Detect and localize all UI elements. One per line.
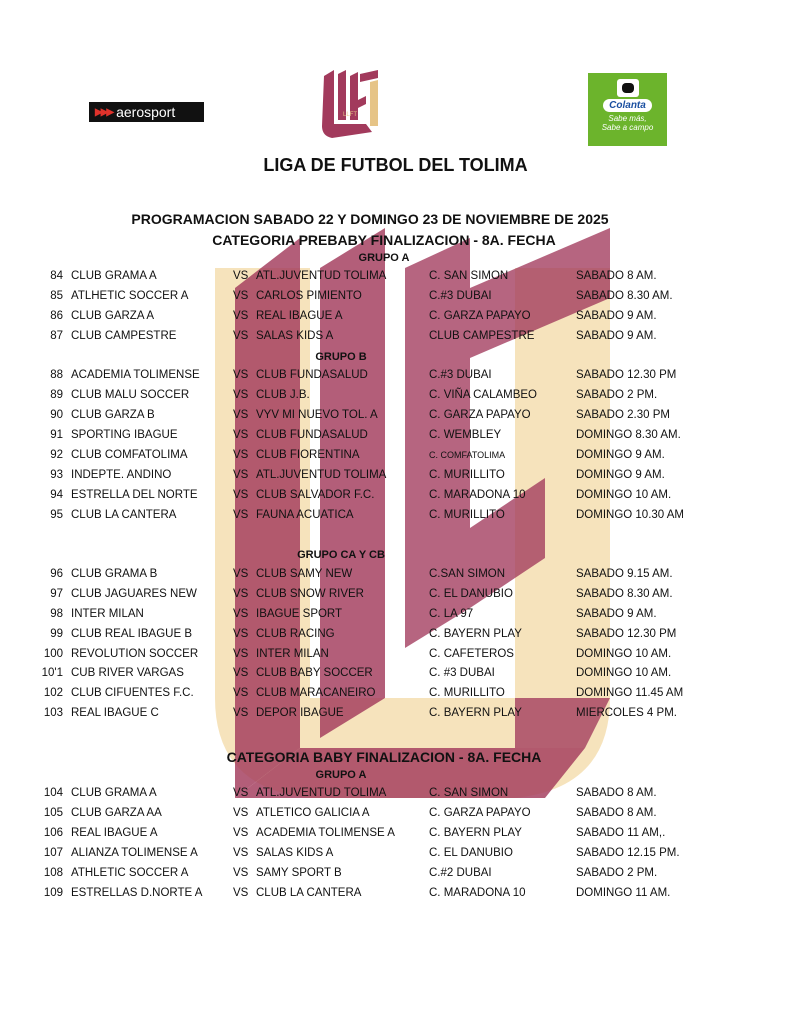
venue: C. GARZA PAPAYO: [429, 807, 531, 819]
match-row: [0, 648, 791, 666]
match-number: 93: [50, 469, 63, 481]
home-team: INDEPTE. ANDINO: [71, 469, 172, 481]
match-time: SABADO 11 AM,.: [576, 827, 666, 839]
match-row: [0, 270, 791, 288]
match-row: [0, 389, 791, 407]
venue: C. MURILLITO: [429, 469, 505, 481]
match-number: 87: [50, 330, 63, 342]
match-time: DOMINGO 10 AM.: [576, 667, 672, 679]
match-time: DOMINGO 10 AM.: [576, 648, 672, 660]
venue: C. COMFATOLIMA: [429, 450, 506, 460]
vs-label: VS: [233, 887, 249, 899]
home-team: CLUB COMFATOLIMA: [71, 449, 188, 461]
away-team: SAMY SPORT B: [256, 867, 342, 879]
away-team: CLUB SAMY NEW: [256, 568, 353, 580]
home-team: CLUB GARZA B: [71, 409, 155, 421]
match-number: 95: [50, 509, 63, 521]
vs-label: VS: [233, 667, 249, 679]
away-team: CLUB FUNDASALUD: [256, 369, 368, 381]
home-team: ESTRELLAS D.NORTE A: [71, 887, 203, 899]
home-team: CLUB REAL IBAGUE B: [71, 628, 193, 640]
colanta-logo: [588, 73, 667, 146]
venue: C. WEMBLEY: [429, 429, 502, 441]
group-heading: GRUPO A: [315, 769, 367, 781]
away-team: DEPOR IBAGUE: [256, 707, 344, 719]
home-team: CLUB GARZA AA: [71, 807, 162, 819]
vs-label: VS: [233, 787, 249, 799]
away-team: ATL.JUVENTUD TOLIMA: [256, 469, 387, 481]
away-team: ACADEMIA TOLIMENSE A: [256, 827, 395, 839]
match-row: [0, 667, 791, 685]
home-team: CLUB MALU SOCCER: [71, 389, 190, 401]
away-team: CLUB SNOW RIVER: [256, 588, 364, 600]
match-number: 109: [43, 887, 63, 899]
match-time: SABADO 2 PM.: [576, 867, 658, 879]
match-number: 103: [43, 707, 63, 719]
match-row: [0, 608, 791, 626]
home-team: CLUB CAMPESTRE: [71, 330, 177, 342]
vs-label: VS: [233, 588, 249, 600]
vs-label: VS: [233, 429, 249, 441]
venue: C. CAFETEROS: [429, 648, 514, 660]
match-number: 10'1: [41, 667, 63, 679]
match-time: DOMINGO 8.30 AM.: [576, 429, 681, 441]
vs-label: VS: [233, 648, 249, 660]
match-row: [0, 847, 791, 865]
match-row: [0, 290, 791, 308]
match-number: 94: [50, 489, 63, 501]
home-team: CLUB GRAMA B: [71, 568, 158, 580]
match-time: DOMINGO 11.45 AM: [576, 687, 684, 699]
match-number: 92: [50, 449, 63, 461]
vs-label: VS: [233, 389, 249, 401]
match-row: [0, 429, 791, 447]
play-arrows-icon: ▶▶▶: [95, 106, 113, 118]
match-row: [0, 509, 791, 527]
venue: C. VIÑA CALAMBEO: [429, 389, 538, 401]
match-row: [0, 588, 791, 606]
venue: C. #3 DUBAI: [429, 667, 495, 679]
match-row: [0, 409, 791, 427]
match-row: [0, 469, 791, 487]
away-team: CLUB FIORENTINA: [256, 449, 360, 461]
away-team: CLUB FUNDASALUD: [256, 429, 368, 441]
away-team: REAL IBAGUE A: [256, 310, 343, 322]
match-time: DOMINGO 9 AM.: [576, 469, 665, 481]
match-number: 84: [50, 270, 63, 282]
group-heading: GRUPO A: [358, 252, 410, 264]
vs-label: VS: [233, 290, 249, 302]
match-number: 91: [50, 429, 63, 441]
match-time: SABADO 9.15 AM.: [576, 568, 673, 580]
match-row: [0, 568, 791, 586]
vs-label: VS: [233, 608, 249, 620]
match-number: 85: [50, 290, 63, 302]
away-team: CLUB SALVADOR F.C.: [256, 489, 375, 501]
venue: C. BAYERN PLAY: [429, 628, 522, 640]
vs-label: VS: [233, 310, 249, 322]
away-team: CLUB J.B.: [256, 389, 310, 401]
vs-label: VS: [233, 628, 249, 640]
match-time: SABADO 9 AM.: [576, 310, 657, 322]
match-row: [0, 807, 791, 825]
away-team: ATL.JUVENTUD TOLIMA: [256, 270, 387, 282]
venue: C. MARADONA 10: [429, 887, 526, 899]
vs-label: VS: [233, 469, 249, 481]
venue: C. GARZA PAPAYO: [429, 310, 531, 322]
match-time: SABADO 8 AM.: [576, 807, 657, 819]
match-row: [0, 827, 791, 845]
match-time: SABADO 8.30 AM.: [576, 290, 673, 302]
away-team: CLUB MARACANEIRO: [256, 687, 376, 699]
match-row: [0, 330, 791, 348]
match-row: [0, 887, 791, 905]
aerosport-logo-text: aerosport: [116, 104, 176, 120]
colanta-brand: Colanta: [603, 99, 652, 112]
match-time: SABADO 9 AM.: [576, 608, 657, 620]
venue: C.#3 DUBAI: [429, 290, 492, 302]
venue: C. LA 97: [429, 608, 474, 620]
colanta-slogan-2: Sabe a campo: [601, 123, 654, 132]
match-row: [0, 369, 791, 387]
match-number: 96: [50, 568, 63, 580]
home-team: REAL IBAGUE A: [71, 827, 158, 839]
venue: C. MARADONA 10: [429, 489, 526, 501]
venue: C.#2 DUBAI: [429, 867, 492, 879]
venue: C. MURILLITO: [429, 687, 505, 699]
programacion-heading: PROGRAMACION SABADO 22 Y DOMINGO 23 DE NOVIEMBRE DE 2025: [131, 211, 609, 227]
match-time: DOMINGO 9 AM.: [576, 449, 665, 461]
home-team: ESTRELLA DEL NORTE: [71, 489, 198, 501]
match-row: [0, 687, 791, 705]
match-time: SABADO 2 PM.: [576, 389, 658, 401]
vs-label: VS: [233, 509, 249, 521]
vs-label: VS: [233, 867, 249, 879]
vs-label: VS: [233, 568, 249, 580]
vs-label: VS: [233, 827, 249, 839]
vs-label: VS: [233, 687, 249, 699]
home-team: CLUB GRAMA A: [71, 270, 157, 282]
match-number: 105: [43, 807, 63, 819]
match-time: SABADO 8 AM.: [576, 787, 657, 799]
venue: C. EL DANUBIO: [429, 847, 513, 859]
match-number: 90: [50, 409, 63, 421]
home-team: CLUB LA CANTERA: [71, 509, 177, 521]
match-row: [0, 707, 791, 725]
vs-label: VS: [233, 807, 249, 819]
colanta-slogan-1: Sabe más,: [608, 114, 647, 123]
away-team: SALAS KIDS A: [256, 847, 334, 859]
match-number: 89: [50, 389, 63, 401]
league-logo-text: LLFT: [342, 112, 358, 118]
match-row: [0, 867, 791, 885]
home-team: CLUB CIFUENTES F.C.: [71, 687, 194, 699]
venue: C. SAN SIMON: [429, 270, 509, 282]
match-row: [0, 787, 791, 805]
away-team: CLUB LA CANTERA: [256, 887, 362, 899]
match-row: [0, 449, 791, 467]
match-time: DOMINGO 10.30 AM: [576, 509, 685, 521]
match-number: 108: [43, 867, 63, 879]
venue: C. BAYERN PLAY: [429, 707, 522, 719]
match-time: MIERCOLES 4 PM.: [576, 707, 677, 719]
home-team: REAL IBAGUE C: [71, 707, 159, 719]
match-number: 107: [43, 847, 63, 859]
home-team: CLUB JAGUARES NEW: [71, 588, 197, 600]
match-time: SABADO 8.30 AM.: [576, 588, 673, 600]
match-number: 104: [43, 787, 63, 799]
match-number: 100: [43, 648, 63, 660]
vs-label: VS: [233, 409, 249, 421]
category-heading: CATEGORIA BABY FINALIZACION - 8A. FECHA: [226, 749, 542, 765]
match-row: [0, 628, 791, 646]
vs-label: VS: [233, 847, 249, 859]
venue: CLUB CAMPESTRE: [429, 330, 535, 342]
match-time: SABADO 9 AM.: [576, 330, 657, 342]
home-team: ACADEMIA TOLIMENSE: [71, 369, 200, 381]
home-team: CUB RIVER VARGAS: [71, 667, 184, 679]
away-team: CLUB RACING: [256, 628, 335, 640]
match-time: DOMINGO 11 AM.: [576, 887, 671, 899]
match-number: 99: [50, 628, 63, 640]
category-heading: CATEGORIA PREBABY FINALIZACION - 8A. FECHA: [212, 232, 556, 248]
aerosport-logo: [89, 102, 204, 122]
away-team: CLUB BABY SOCCER: [256, 667, 373, 679]
away-team: SALAS KIDS A: [256, 330, 334, 342]
home-team: CLUB GARZA A: [71, 310, 155, 322]
vs-label: VS: [233, 369, 249, 381]
match-number: 102: [43, 687, 63, 699]
match-time: SABADO 8 AM.: [576, 270, 657, 282]
venue: C. GARZA PAPAYO: [429, 409, 531, 421]
match-row: [0, 310, 791, 328]
away-team: VYV MI NUEVO TOL. A: [256, 409, 378, 421]
away-team: FAUNA ACUATICA: [256, 509, 354, 521]
match-number: 88: [50, 369, 63, 381]
match-time: SABADO 2.30 PM: [576, 409, 670, 421]
match-number: 106: [43, 827, 63, 839]
cow-icon: [617, 79, 639, 97]
venue: C. SAN SIMON: [429, 787, 509, 799]
home-team: CLUB GRAMA A: [71, 787, 157, 799]
venue: C. BAYERN PLAY: [429, 827, 522, 839]
home-team: ATLHETIC SOCCER A: [71, 290, 189, 302]
away-team: ATL.JUVENTUD TOLIMA: [256, 787, 387, 799]
home-team: ATHLETIC SOCCER A: [71, 867, 189, 879]
away-team: IBAGUE SPORT: [256, 608, 343, 620]
home-team: INTER MILAN: [71, 608, 144, 620]
vs-label: VS: [233, 330, 249, 342]
group-heading: GRUPO CA Y CB: [297, 549, 385, 561]
vs-label: VS: [233, 449, 249, 461]
match-number: 98: [50, 608, 63, 620]
home-team: REVOLUTION SOCCER: [71, 648, 199, 660]
home-team: ALIANZA TOLIMENSE A: [71, 847, 198, 859]
vs-label: VS: [233, 270, 249, 282]
away-team: CARLOS PIMIENTO: [256, 290, 362, 302]
away-team: ATLETICO GALICIA A: [256, 807, 370, 819]
group-heading: GRUPO B: [315, 351, 367, 363]
venue: C. EL DANUBIO: [429, 588, 513, 600]
match-number: 97: [50, 588, 63, 600]
match-time: DOMINGO 10 AM.: [576, 489, 672, 501]
match-number: 86: [50, 310, 63, 322]
venue: C.#3 DUBAI: [429, 369, 492, 381]
match-time: SABADO 12.30 PM: [576, 369, 677, 381]
venue: C.SAN SIMON: [429, 568, 506, 580]
home-team: SPORTING IBAGUE: [71, 429, 178, 441]
page-title: LIGA DE FUTBOL DEL TOLIMA: [263, 155, 528, 175]
vs-label: VS: [233, 489, 249, 501]
away-team: INTER MILAN: [256, 648, 329, 660]
vs-label: VS: [233, 707, 249, 719]
match-row: [0, 489, 791, 507]
match-time: SABADO 12.15 PM.: [576, 847, 680, 859]
venue: C. MURILLITO: [429, 509, 505, 521]
league-logo: [320, 70, 380, 138]
match-time: SABADO 12.30 PM: [576, 628, 677, 640]
